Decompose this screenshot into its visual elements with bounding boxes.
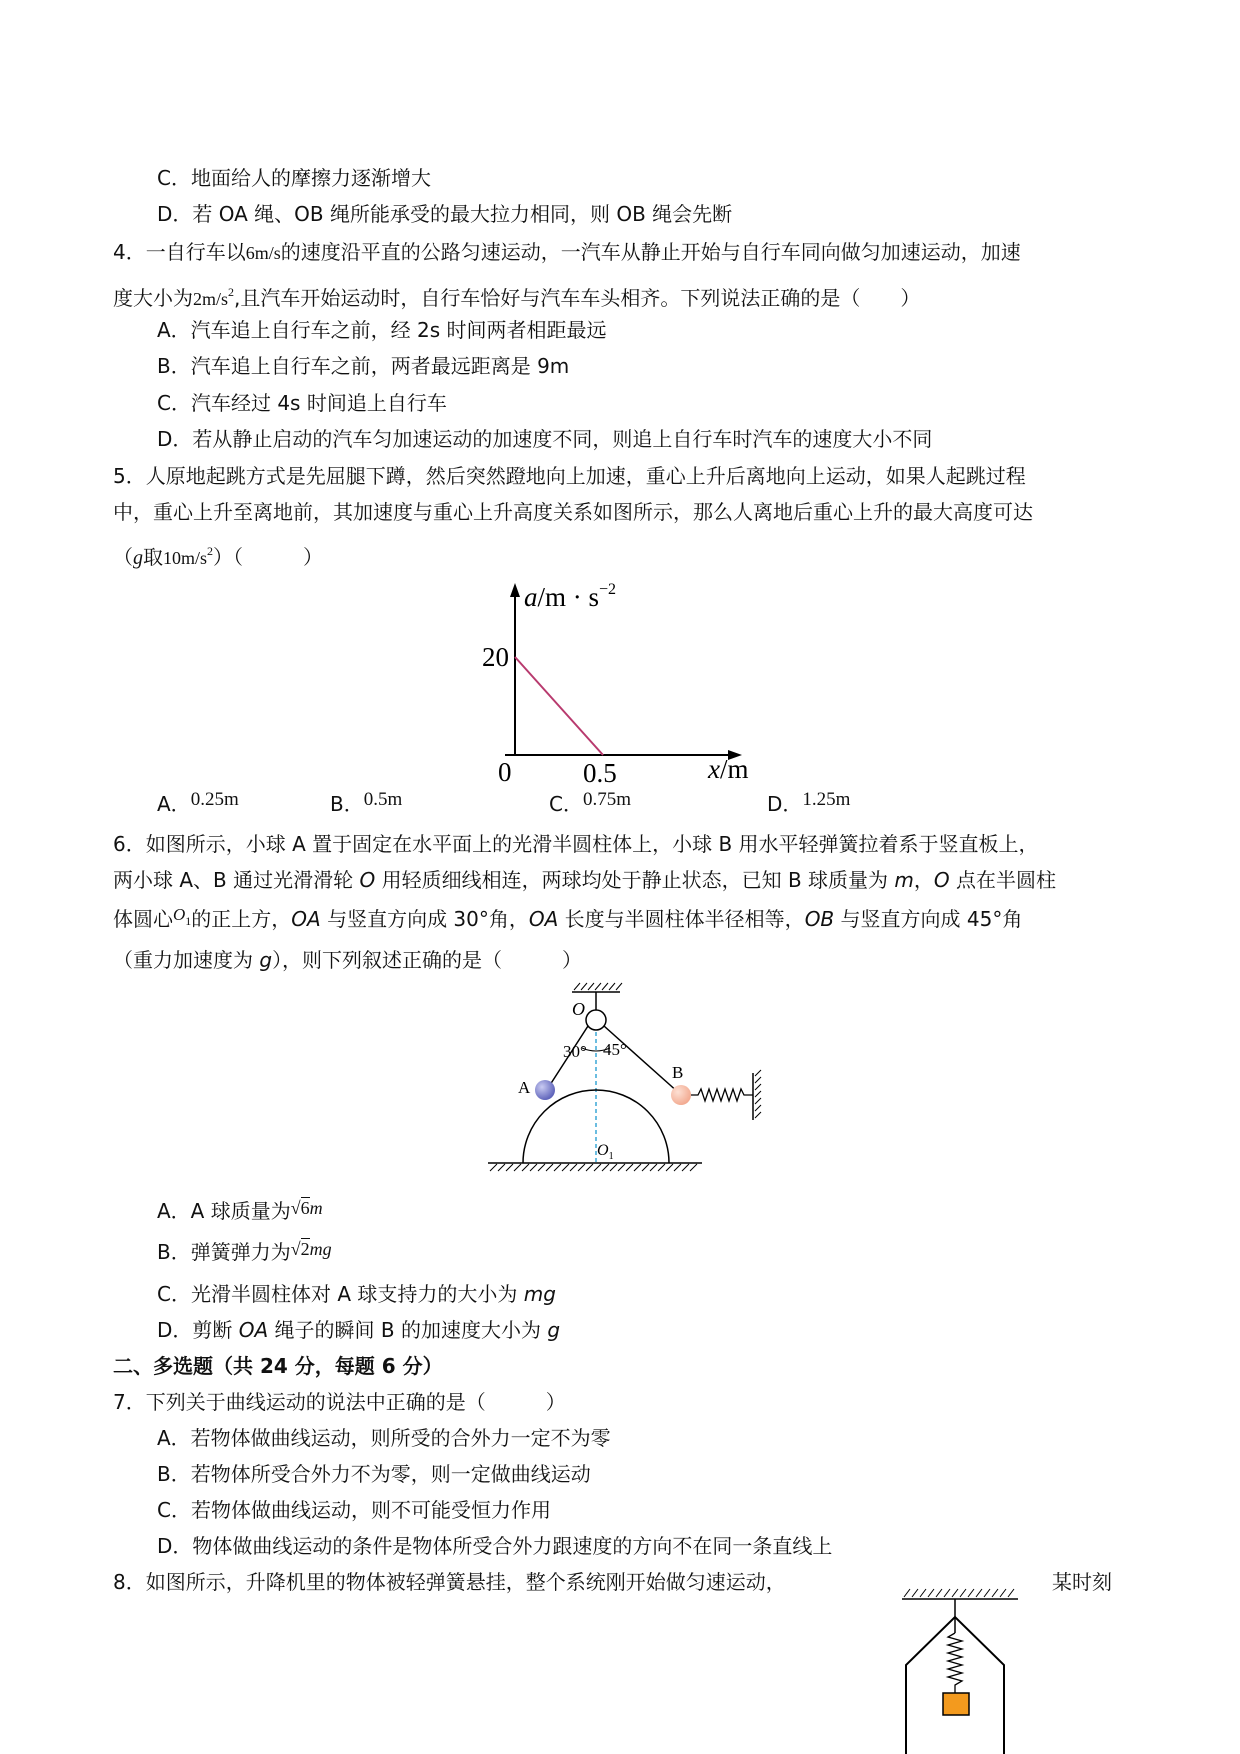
q7-stem: 7．下列关于曲线运动的说法中正确的是（ ） xyxy=(113,1390,566,1414)
wall-hatch xyxy=(753,1070,761,1120)
ground-hatch xyxy=(488,1163,702,1171)
q5-option-c: C．0.75m xyxy=(549,789,631,816)
q4-acceleration: 2m/s xyxy=(193,289,229,309)
q6-pulley-figure xyxy=(470,980,780,1185)
q6-option-c: C．光滑半圆柱体对 A 球支持力的大小为 mg xyxy=(157,1282,556,1306)
q4-option-b: B．汽车追上自行车之前，两者最远距离是 9m xyxy=(157,354,570,378)
hanging-block xyxy=(943,1693,969,1715)
section-2-heading: 二、多选题（共 24 分，每题 6 分） xyxy=(113,1354,443,1378)
q6-stem-line1: 6．如图所示，小球 A 置于固定在水平面上的光滑半圆柱体上，小球 B 用水平轻弹簧拉着系于竖直板上， xyxy=(113,832,1039,856)
q6-stem-line2: 两小球 A、B 通过光滑滑轮 O 用轻质细线相连，两球均处于静止状态，已知 B 球质量为 m，O 点在半圆柱 xyxy=(113,868,1056,892)
q8-elevator-figure xyxy=(900,1585,1025,1754)
q6-stem-line4: （重力加速度为 g），则下列叙述正确的是（ ） xyxy=(113,948,583,972)
q7-option-b: B．若物体所受合外力不为零，则一定做曲线运动 xyxy=(157,1462,591,1486)
q6-option-a: A．A 球质量为√6m xyxy=(157,1198,323,1223)
label-a: A xyxy=(518,1078,531,1097)
q4-speed: 6m/s xyxy=(245,243,281,263)
q4-stem-line2: 度大小为$2m/s^2$,且汽车开始运动时，自行车恰好与汽车车头相齐。下列说法正确的是（ ） xyxy=(113,285,921,310)
elevator-spring xyxy=(948,1633,962,1693)
ball-b xyxy=(671,1085,691,1105)
angle-30: 30° xyxy=(563,1042,587,1061)
acceleration-line xyxy=(515,657,603,755)
y-tick-label: 20 xyxy=(482,642,509,672)
spring xyxy=(691,1089,753,1101)
string-ob xyxy=(604,1026,679,1093)
q5-option-a: A．0.25m xyxy=(157,789,239,816)
y-axis-label: $a/m \cdot s^{-2}$ xyxy=(524,581,617,612)
q7-option-a: A．若物体做曲线运动，则所受的合外力一定不为零 xyxy=(157,1426,611,1450)
y-axis xyxy=(510,583,520,755)
q3-option-c: C．地面给人的摩擦力逐渐增大 xyxy=(157,166,431,190)
q7-option-d: D．物体做曲线运动的条件是物体所受合外力跟速度的方向不在同一条直线上 xyxy=(157,1534,833,1558)
x-axis-label: x/m xyxy=(708,754,749,784)
q5-stem-line1: 5．人原地起跳方式是先屈腿下蹲，然后突然蹬地向上加速，重心上升后离地向上运动，如果人起跳过程 xyxy=(113,464,1026,488)
label-b: B xyxy=(672,1063,684,1082)
elevator-ceiling-hatch xyxy=(902,1589,1018,1617)
pulley xyxy=(586,1010,606,1030)
q5-option-b: B．0.5m xyxy=(330,789,403,816)
q5-acceleration-graph xyxy=(470,575,770,785)
q7-option-c: C．若物体做曲线运动，则不可能受恒力作用 xyxy=(157,1498,551,1522)
q4-option-d: D．若从静止启动的汽车匀加速运动的加速度不同，则追上自行车时汽车的速度大小不同 xyxy=(157,427,933,451)
q8-stem: 8．如图所示，升降机里的物体被轻弹簧悬挂，整个系统刚开始做匀速运动， xyxy=(113,1570,786,1594)
q6-stem-line3: 体圆心$^O_1$的正上方，OA 与竖直方向成 30°角，OA 长度与半圆柱体半径相等，OB 与竖直方向成 45°角 xyxy=(113,905,1023,931)
q5-stem-line3: （g取$10m/s^2$）（ ） xyxy=(113,544,324,569)
label-o1: $O_1$ xyxy=(597,1142,614,1162)
q3-option-d: D．若 OA 绳、OB 绳所能承受的最大拉力相同，则 OB 绳会先断 xyxy=(157,202,733,226)
q5-option-d: D．1.25m xyxy=(767,789,851,816)
angle-45: 45° xyxy=(603,1040,627,1059)
origin-label: 0 xyxy=(498,757,512,785)
label-o: O xyxy=(572,999,585,1019)
q4-stem-line1: 4．一自行车以6m/s的速度沿平直的公路匀速运动，一汽车从静止开始与自行车同向做匀加速运动，加速 xyxy=(113,240,1021,264)
ball-a xyxy=(535,1080,555,1100)
x-tick-label: 0.5 xyxy=(583,758,617,785)
q4-option-c: C．汽车经过 4s 时间追上自行车 xyxy=(157,391,447,415)
q6-option-d: D．剪断 OA 绳子的瞬间 B 的加速度大小为 g xyxy=(157,1318,561,1342)
q4-option-a: A．汽车追上自行车之前，经 2s 时间两者相距最远 xyxy=(157,318,607,342)
q6-option-b: B．弹簧弹力为√2mg xyxy=(157,1239,332,1264)
x-axis xyxy=(505,750,742,760)
q8-stem-end: 某时刻 xyxy=(1052,1570,1112,1594)
q5-stem-line2: 中，重心上升至离地前，其加速度与重心上升高度关系如图所示，那么人离地后重心上升的最大高度可达 xyxy=(113,500,1033,524)
